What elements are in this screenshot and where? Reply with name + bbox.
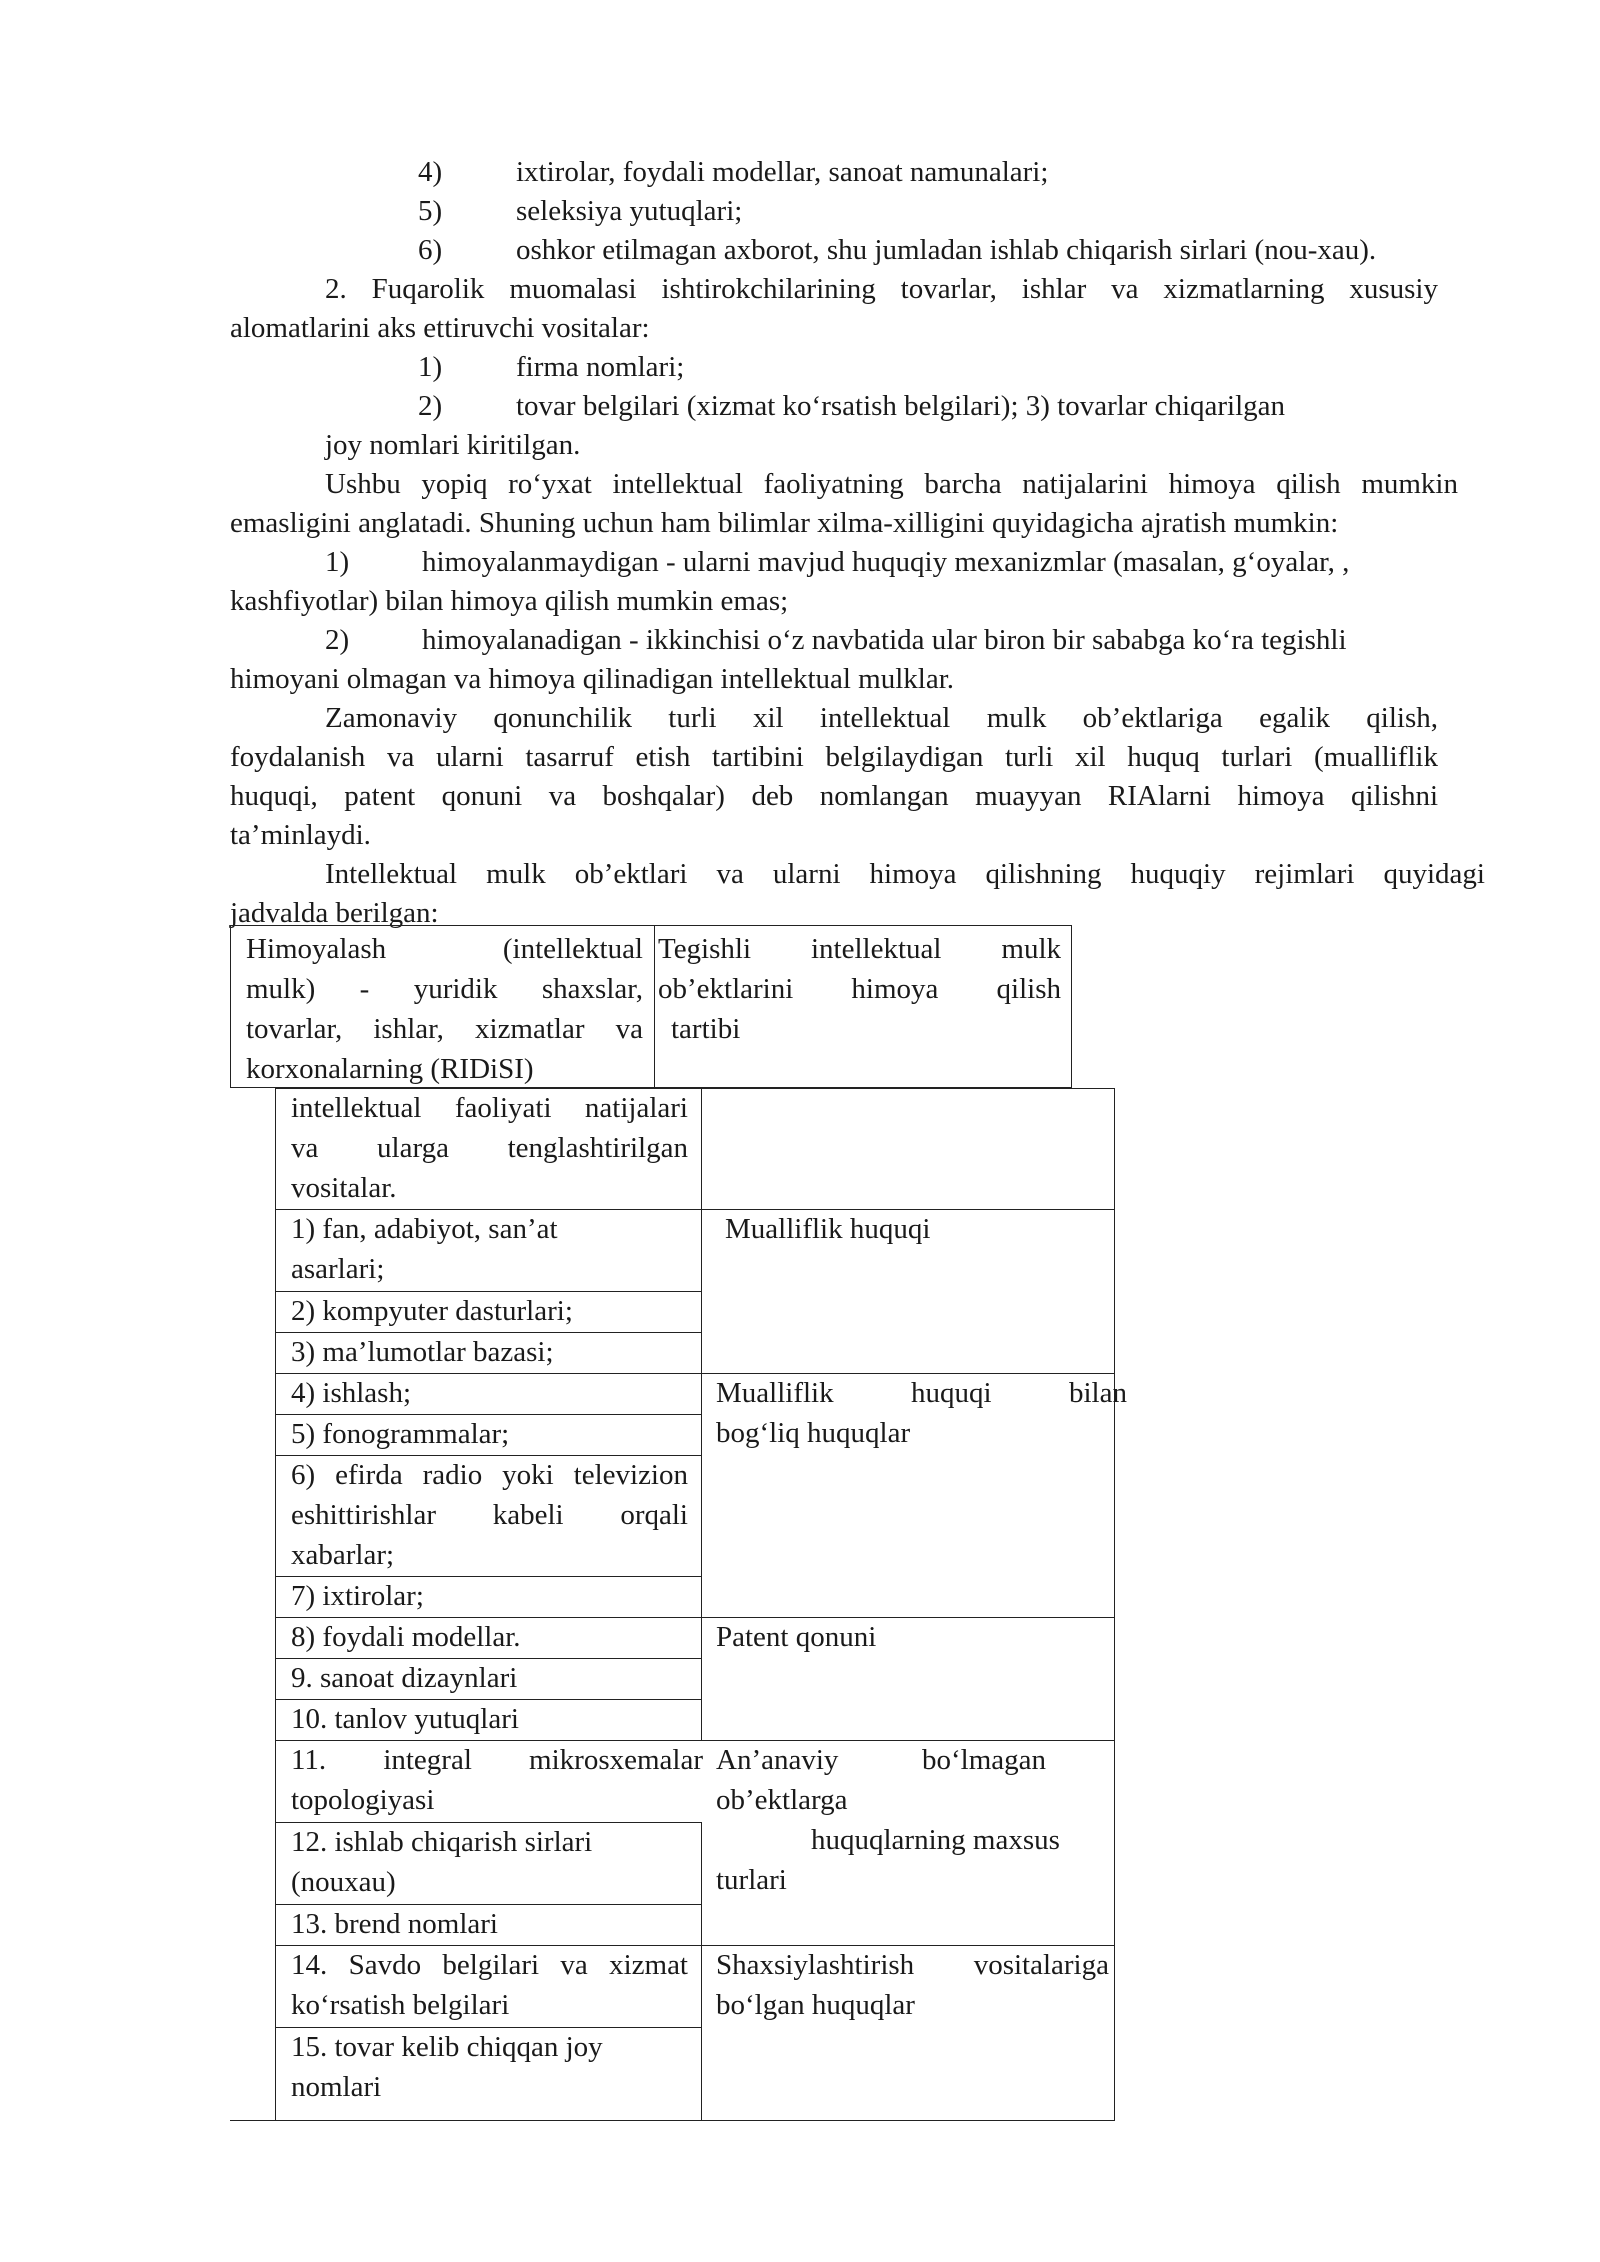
table-cell-line: xabarlar; [291,1539,395,1571]
table-cell-line: tovarlar, ishlar, xizmatlar va [246,1013,643,1045]
table-cell-line: bo‘lgan huquqlar [716,1989,915,2021]
table-row [275,1291,702,1333]
list-item: himoyani olmagan va himoya qilinadigan intellektual mulklar. [230,663,955,695]
table-header-left [230,925,655,1088]
table-cell-line: ob’ektlarga [716,1784,848,1816]
table-cell-line: ko‘rsatish belgilari [291,1989,510,2021]
table-cell-line: nomlari [291,2071,382,2103]
table-cell-line: 5) fonogrammalar; [291,1418,510,1450]
list-item: himoyalanadigan - ikkinchisi o‘z navbatida ular biron bir sababga ko‘ra tegishli [422,624,1347,656]
table-regime-cell [701,1373,1127,1618]
table-row [275,1414,702,1456]
table-cell-line: va ularga tenglashtirilgan [291,1132,688,1164]
table-row [275,1699,702,1741]
table-row [275,1617,702,1659]
paragraph-line: Intellektual mulk ob’ektlari va ularni himoya qilishning huquqiy rejimlari quyidagi [325,858,1485,890]
list-item: himoyalanmaydigan - ularni mavjud huquqiy mexanizmlar (masalan, g‘oyalar, , [422,546,1350,578]
table-cell-line: eshittirishlar kabeli orqali [291,1499,688,1531]
table-row [275,1658,702,1700]
table-cell-line: turlari [716,1864,787,1896]
table-cell-line: bog‘liq huquqlar [716,1417,911,1449]
table-row [275,1576,702,1618]
list-item: ixtirolar, foydali modellar, sanoat namunalari; [516,156,1049,188]
table-cell-line: 6) efirda radio yoki televizion [291,1459,688,1491]
table-cell-line: 2) kompyuter dasturlari; [291,1295,573,1327]
paragraph-line: emasligini anglatadi. Shuning uchun ham bilimlar xilma-xilligini quyidagicha ajratish mumkin: [230,507,1339,539]
table-cell-line: topologiyasi [291,1784,435,1816]
table-cell-line: 7) ixtirolar; [291,1580,424,1612]
paragraph-line: Zamonaviy qonunchilik turli xil intellektual mulk ob’ektlariga egalik qilish, [325,702,1438,734]
list-number: 5) [418,195,443,227]
table-row [275,1822,702,1905]
table-rule [230,2120,276,2121]
list-number: 1) [325,546,350,578]
list-number: 4) [418,156,443,188]
table-cell-line: korxonalarning (RIDiSI) [246,1053,534,1085]
table-regime-cell [701,1617,1115,1741]
table-cell-line: Patent qonuni [716,1621,877,1653]
table-cell-line: 4) ishlash; [291,1377,412,1409]
list-number: 2) [325,624,350,656]
table-row [275,1945,702,2028]
table-cell-line: 10. tanlov yutuqlari [291,1703,519,1735]
table-cell-line: 12. ishlab chiqarish sirlari [291,1826,593,1858]
paragraph-line: foydalanish va ularni tasarruf etish tartibini belgilaydigan turli xil huquq turlari (mualliflik [230,741,1438,773]
table-cell-line: tartibi [671,1013,741,1045]
paragraph-line: huquqi, patent qonuni va boshqalar) deb nomlangan muayyan RIAlarni himoya qilishni [230,780,1438,812]
table-cell-line: Mualliflik huquqi bilan [716,1377,1127,1409]
table-cell-line: vositalar. [291,1172,397,1204]
table-regime-cell [701,1088,1115,1210]
table-cell-line: 13. brend nomlari [291,1908,498,1940]
table-regime-cell [701,1945,1115,2121]
list-continuation: joy nomlari kiritilgan. [325,429,581,461]
table-row [275,1740,702,1823]
list-number: 1) [418,351,443,383]
list-item: kashfiyotlar) bilan himoya qilish mumkin emas; [230,585,789,617]
table-cell-line: 8) foydali modellar. [291,1621,521,1653]
table-row [275,1209,702,1292]
table-cell-line: 15. tovar kelib chiqqan joy [291,2031,603,2063]
table-cell-line: mulk) - yuridik shaxslar, [246,973,643,1005]
table-cell-line: intellektual faoliyati natijalari [291,1092,688,1124]
table-row [275,1373,702,1415]
table-cell-line: An’anaviy bo‘lmagan [716,1744,1046,1776]
table-cell-line: (nouxau) [291,1866,396,1898]
table-row [275,1455,702,1577]
table-cell-line: 11. integral mikrosxemalar [291,1744,703,1776]
table-cell-line: 3) ma’lumotlar bazasi; [291,1336,554,1368]
table-cell-line: 14. Savdo belgilari va xizmat [291,1949,688,1981]
paragraph-line: Ushbu yopiq ro‘yxat intellektual faoliyatning barcha natijalarini himoya qilish mumkin [325,468,1458,500]
paragraph-line: 2. Fuqarolik muomalasi ishtirokchilarining tovarlar, ishlar va xizmatlarning xususiy [325,273,1438,305]
table-row [275,2027,702,2121]
paragraph-line: alomatlarini aks ettiruvchi vositalar: [230,312,650,344]
table-regime-cell [701,1740,1115,1946]
table-cell-line: 1) fan, adabiyot, san’at [291,1213,558,1245]
table-cell-line: Mualliflik huquqi [725,1213,931,1245]
table-cell-line: Tegishli intellektual mulk [658,933,1061,965]
list-number: 6) [418,234,443,266]
table-cell-line: Shaxsiylashtirish vositalariga [716,1949,1109,1981]
list-item: firma nomlari; [516,351,685,383]
table-header-right [654,925,1072,1088]
list-item: seleksiya yutuqlari; [516,195,743,227]
table-cell-line: asarlari; [291,1253,385,1285]
list-item: tovar belgilari (xizmat ko‘rsatish belgilari); 3) tovarlar chiqarilgan [516,390,1286,422]
paragraph-line: jadvalda berilgan: [230,897,439,929]
table-cell-line: 9. sanoat dizaynlari [291,1662,518,1694]
table-row [275,1332,702,1374]
paragraph-line: ta’minlaydi. [230,819,371,851]
table-cell-line: ob’ektlarini himoya qilish [658,973,1061,1005]
list-number: 2) [418,390,443,422]
list-item: oshkor etilmagan axborot, shu jumladan ishlab chiqarish sirlari (nou-xau). [516,234,1377,266]
table-regime-cell [701,1209,1115,1374]
table-cell-line: Himoyalash (intellektual [246,933,643,965]
table-cell-line: huquqlarning maxsus [811,1824,1060,1856]
table-row [275,1904,702,1946]
table-row [275,1088,702,1210]
